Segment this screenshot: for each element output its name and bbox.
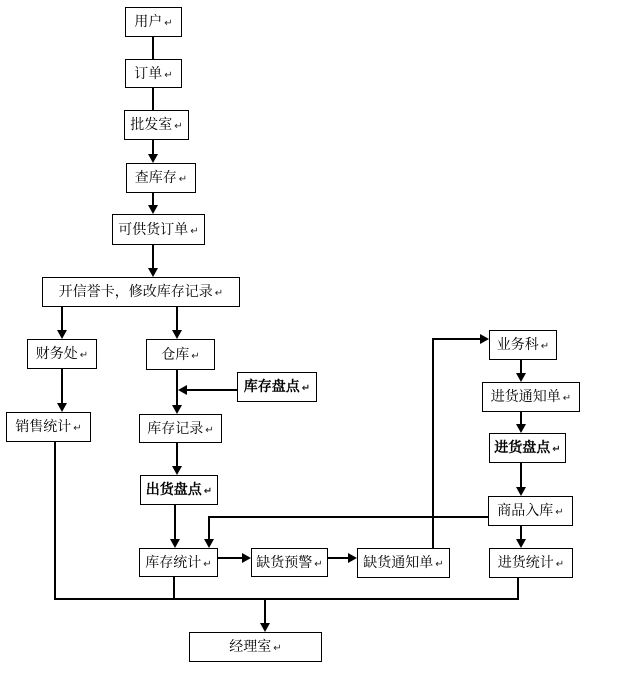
arrowhead-down-icon [172,330,182,339]
arrowhead-down-icon [516,487,526,496]
node-user-label: 用户 [134,14,163,30]
arrowhead-right-icon [480,334,489,344]
return-mark-icon: ↵ [178,174,188,185]
connector-purchcount-goodsstorage [520,463,522,488]
arrowhead-down-icon [172,466,182,475]
node-warehouse [146,339,215,370]
node-inventory-record [139,414,222,443]
return-mark-icon: ↵ [555,559,565,570]
node-credit-card [42,277,240,307]
arrowhead-down-icon [172,405,182,414]
arrowhead-right-icon [242,553,251,563]
connector-shortnotice-business-v [432,339,434,548]
connector-order-wholesale [152,88,154,110]
return-mark-icon: ↵ [191,350,200,362]
node-finance-office-label: 财务处 [35,346,78,362]
connector-invstats-bus [173,577,175,600]
connector-wholesale-checkinv [152,140,154,155]
arrowhead-down-icon [148,205,158,214]
arrowhead-down-icon [516,424,526,433]
connector-user-order [152,37,154,59]
node-wholesale-room-label: 批发室 [130,117,173,133]
node-available-order [112,214,205,245]
return-mark-icon: ↵ [73,423,82,434]
node-purchase-count-label: 进货盘点 [494,440,551,456]
connector-goodsstorage-invstats-v [208,516,210,540]
return-mark-icon: ↵ [552,444,561,455]
arrowhead-left-icon [178,385,187,395]
node-sales-stats-label: 销售统计 [15,419,72,435]
node-inventory-stats [139,548,218,577]
node-goods-storage-label: 商品入库 [497,503,554,519]
node-inventory-count [237,372,317,402]
node-credit-card-label: 开信誉卡，修改库存记录 [58,284,213,300]
return-mark-icon: ↵ [435,559,444,570]
node-shortage-warning-label: 缺货预警 [256,554,313,571]
connector-credit-warehouse [176,307,178,331]
node-sales-stats [6,412,91,442]
node-purchase-stats [489,548,573,578]
arrowhead-down-icon [170,539,180,548]
arrowhead-right-icon [348,553,357,563]
node-inventory-record-label: 库存记录 [147,420,204,437]
return-mark-icon: ↵ [214,288,224,299]
connector-shortnotice-business-h [432,338,481,340]
node-order [125,59,182,88]
return-mark-icon: ↵ [203,486,213,497]
node-order-label: 订单 [134,65,163,82]
return-mark-icon: ↵ [273,643,282,654]
return-mark-icon: ↵ [190,225,199,237]
connector-availorder-credit [152,245,154,269]
node-outgoing-count-label: 出货盘点 [145,482,202,498]
node-user [125,7,182,37]
return-mark-icon: ↵ [314,558,323,570]
return-mark-icon: ↵ [555,507,564,518]
arrowhead-down-icon [516,539,526,548]
node-shortage-notice-label: 缺货通知单 [363,555,434,571]
node-purchase-notice-label: 进货通知单 [490,389,561,405]
connector-outcount-invstats [174,505,176,540]
arrowhead-down-icon [57,403,67,412]
connector-finance-salesstats [61,369,63,404]
connector-invcount-invrecord [187,389,237,391]
connector-bus-manager [264,598,266,624]
return-mark-icon: ↵ [164,69,173,81]
connector-salesstats-bus [54,442,56,600]
node-manager-office-label: 经理室 [229,639,272,655]
node-inventory-stats-label: 库存统计 [145,554,202,571]
arrowhead-down-icon [57,330,67,339]
connector-goodsstorage-purchstats [520,526,522,540]
arrowhead-down-icon [204,539,214,548]
return-mark-icon: ↵ [203,558,212,570]
node-business-dept-label: 业务科 [496,337,539,353]
node-business-dept [489,330,557,360]
return-mark-icon: ↵ [79,350,89,361]
arrowhead-down-icon [516,373,526,382]
node-purchase-stats-label: 进货统计 [497,555,554,571]
return-mark-icon: ↵ [540,341,550,352]
return-mark-icon: ↵ [301,383,311,394]
connector-goodsstorage-invstats-h [209,516,488,518]
connector-business-purchnotice [520,360,522,374]
node-shortage-warning [251,548,328,577]
return-mark-icon: ↵ [164,18,173,29]
connector-credit-finance [61,307,63,331]
node-inventory-count-label: 库存盘点 [243,379,300,395]
connector-bus-line [54,598,519,600]
node-outgoing-count [140,475,218,505]
node-available-order-label: 可供货订单 [118,221,189,238]
node-goods-storage [488,496,573,526]
node-wholesale-room [124,110,189,140]
arrowhead-down-icon [148,154,158,163]
node-manager-office [189,632,322,662]
connector-purchstats-bus [517,578,519,600]
return-mark-icon: ↵ [205,424,214,436]
arrowhead-down-icon [148,268,158,277]
node-shortage-notice [357,548,450,578]
node-purchase-notice [482,382,580,412]
arrowhead-down-icon [260,623,270,632]
connector-shortwarn-shortnotice [328,557,349,559]
node-purchase-count [489,433,566,463]
connector-invstats-shortwarn [218,557,243,559]
node-warehouse-label: 仓库 [161,346,190,363]
return-mark-icon: ↵ [562,393,572,404]
connector-invrecord-outcount [176,443,178,467]
node-check-inventory [126,163,196,193]
node-finance-office [27,339,97,369]
node-check-inventory-label: 查库存 [134,170,177,186]
return-mark-icon: ↵ [174,121,183,132]
